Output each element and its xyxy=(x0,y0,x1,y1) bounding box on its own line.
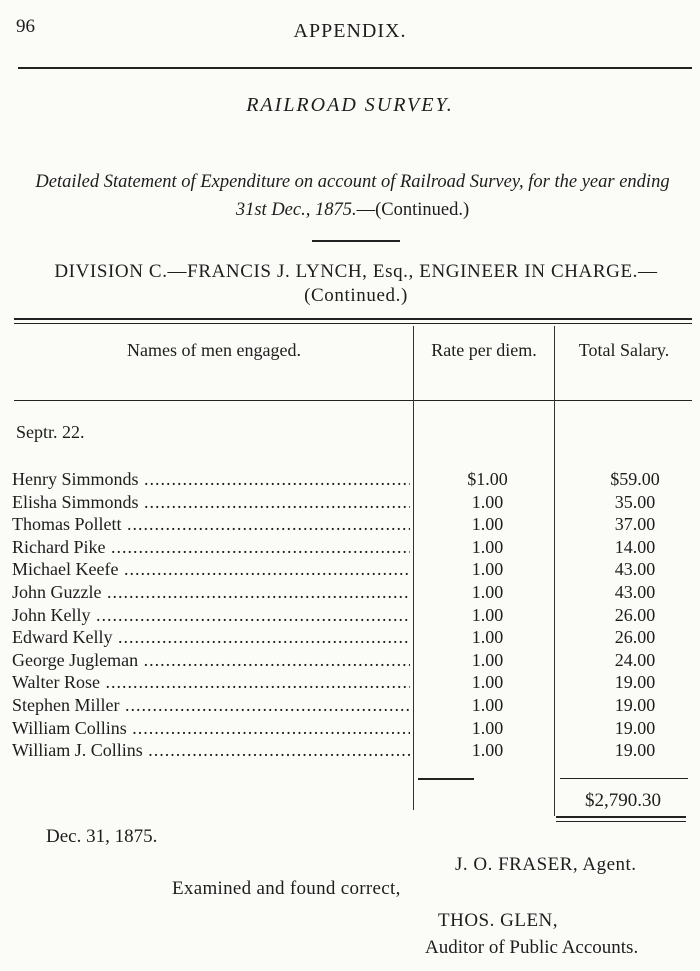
total-salary-cell: 19.00 xyxy=(614,740,656,761)
employee-name: George Jugleman ..... xyxy=(12,649,410,671)
total-salary: $2,790.30 xyxy=(585,790,661,811)
page-number: 96 xyxy=(16,16,35,37)
rate-per-diem: 1.00 xyxy=(471,649,504,670)
employee-name: Richard Pike ..... xyxy=(12,536,410,558)
table-row xyxy=(0,581,700,603)
rate-per-diem: 1.00 xyxy=(471,604,504,625)
table-top-rule xyxy=(14,318,692,320)
total-salary-cell: $59.00 xyxy=(610,469,660,489)
table-row xyxy=(0,558,700,580)
header-rule xyxy=(18,67,692,69)
date-label: Septr. 22. xyxy=(16,422,85,442)
total-underline xyxy=(556,816,686,818)
table-row xyxy=(0,739,700,761)
column-header-names: Names of men engaged. xyxy=(127,340,301,360)
employee-name: Thomas Pollett ..... xyxy=(12,513,410,535)
total-salary-cell: 43.00 xyxy=(614,582,656,602)
employee-name: Walter Rose ..... xyxy=(12,671,410,693)
rate-per-diem: 1.00 xyxy=(471,559,504,580)
rate-per-diem: 1.00 xyxy=(471,695,504,715)
footer-date: Dec. 31, 1875. xyxy=(46,826,158,847)
employee-name: Elisha Simmonds ..... xyxy=(12,491,410,513)
total-salary-cell: 14.00 xyxy=(614,536,656,557)
total-salary-cell: 43.00 xyxy=(614,559,656,580)
table-row xyxy=(0,468,700,490)
table-row xyxy=(0,513,700,535)
total-salary-cell: 26.00 xyxy=(614,604,656,625)
total-underline-thin xyxy=(556,821,686,822)
table-row xyxy=(0,671,700,693)
total-rule-salary xyxy=(560,778,688,779)
document-title: RAILROAD SURVEY. xyxy=(246,94,454,116)
employee-name: Stephen Miller ..... xyxy=(12,694,410,716)
table-row xyxy=(0,717,700,739)
table-row xyxy=(0,604,700,626)
table-row xyxy=(0,491,700,513)
employee-name: William Collins ..... xyxy=(12,717,410,739)
employee-name: Henry Simmonds ..... xyxy=(12,468,410,490)
rate-per-diem: 1.00 xyxy=(471,672,504,693)
rate-per-diem: 1.00 xyxy=(471,514,504,535)
table-row xyxy=(0,649,700,671)
rate-per-diem: 1.00 xyxy=(471,740,504,761)
short-rule xyxy=(312,240,400,242)
subtitle-continued: —(Continued.) xyxy=(356,200,470,220)
total-salary-cell: 19.00 xyxy=(614,672,656,693)
division-heading: DIVISION C.—FRANCIS J. LYNCH, Esq., ENGINEER IN CHARGE.—(Continued.) xyxy=(54,261,658,306)
employee-name: William J. Collins ..... xyxy=(12,739,410,761)
examined-note: Examined and found correct, xyxy=(172,878,401,899)
employee-name: John Guzzle ..... xyxy=(12,581,410,603)
agent-signature: J. O. FRASER, Agent. xyxy=(455,854,637,875)
total-salary-cell: 26.00 xyxy=(614,627,656,648)
rate-per-diem: $1.00 xyxy=(467,469,508,489)
auditor-name: THOS. GLEN, xyxy=(438,910,559,931)
statement-subtitle xyxy=(20,168,685,224)
total-salary-cell: 24.00 xyxy=(614,649,656,670)
table-top-rule-thin xyxy=(14,323,692,324)
rate-per-diem: 1.00 xyxy=(471,582,504,602)
table-row xyxy=(0,536,700,558)
rate-per-diem: 1.00 xyxy=(471,627,504,648)
auditor-title: Auditor of Public Accounts. xyxy=(425,937,639,958)
total-salary-cell: 35.00 xyxy=(614,491,656,512)
rate-per-diem: 1.00 xyxy=(471,717,504,738)
employee-name: Edward Kelly ..... xyxy=(12,626,410,648)
employee-name: John Kelly ..... xyxy=(12,604,410,626)
total-rule-rate xyxy=(418,778,474,780)
subtitle-italic: Detailed Statement of Expenditure on account of Railroad Survey, for the year ending 31st Dec., 1875. xyxy=(35,172,670,220)
total-salary-cell: 37.00 xyxy=(614,514,656,535)
header-bottom-rule xyxy=(14,400,692,401)
total-salary-cell: 19.00 xyxy=(614,695,656,715)
column-header-salary: Total Salary. xyxy=(578,340,670,360)
employee-name: Michael Keefe ..... xyxy=(12,558,410,580)
running-title: APPENDIX. xyxy=(293,20,407,42)
table-row xyxy=(0,694,700,716)
column-header-rate: Rate per diem. xyxy=(431,340,537,360)
rate-per-diem: 1.00 xyxy=(471,491,504,512)
rate-per-diem: 1.00 xyxy=(471,536,504,557)
table-row xyxy=(0,626,700,648)
total-salary-cell: 19.00 xyxy=(614,717,656,738)
